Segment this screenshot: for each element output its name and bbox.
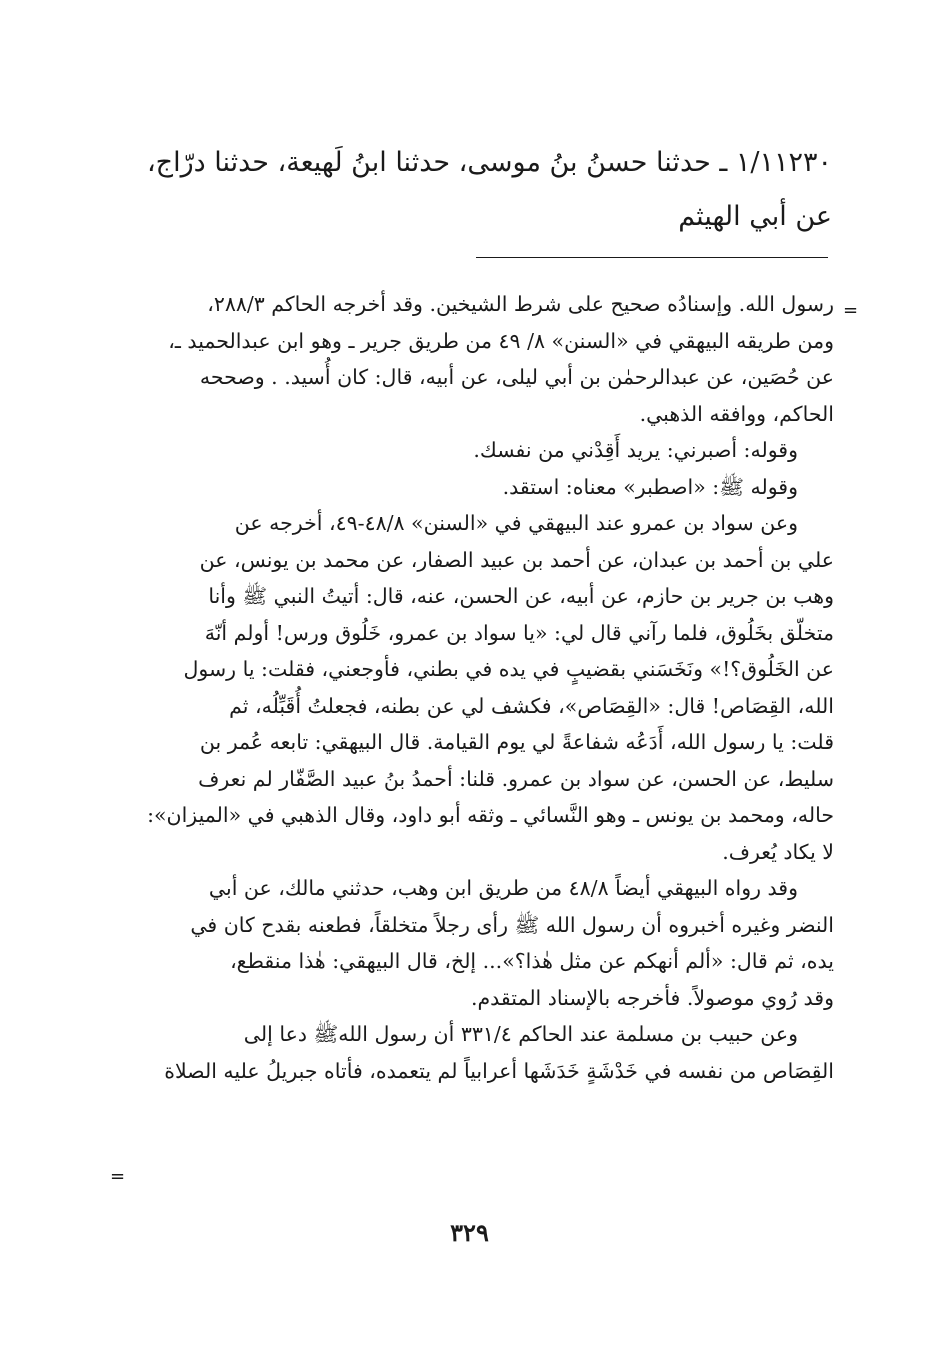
footnote-text: [124, 286, 834, 1089]
footnote-line: الحاكم، ووافقه الذهبي.: [639, 401, 834, 426]
hadith-text: [120, 136, 832, 244]
footnote-separator: [476, 257, 828, 258]
footnote-line: متخلّق بخَلُوق، فلما رآني قال لي: «يا سواد بن عمرو، خَلُوق ورس! أولم أنّهَ: [204, 620, 834, 645]
footnote-line: سليط، عن الحسن، عن سواد بن عمرو. قلنا: أحمدُ بنُ عبيد الصَّفّار لم نعرف: [198, 766, 834, 791]
footnote-line: قلت: يا رسول الله، أَدَعُه شفاعةً لي يوم القيامة. قال البيهقي: تابعه عُمر بن: [199, 730, 834, 754]
footnote-line: وهب بن جرير بن حازم، عن أبيه، عن الحسن، عنه، قال: أتيتُ النبي ﷺ وأنا: [208, 584, 834, 608]
hadith-line-1: ١/١١٢٣٠ ـ حدثنا حسنُ بنُ موسى، حدثنا ابنُ لَهيعة، حدثنا درّاج،: [146, 147, 832, 178]
footnote-line: رسول الله. وإسنادُه صحيح على شرط الشيخين. وقد أخرجه الحاكم ٢٨٨/٣،: [207, 292, 834, 316]
footnote-line: وقوله: أصبرني: يريد أَقِدْني من نفسك.: [473, 438, 798, 462]
footnote-line: النضر وغيره أخبروه أن رسول الله ﷺ رأى رجلاً متخلقاً، فطعنه بقدح كان في: [190, 912, 834, 937]
footnote-line: عن حُصَين، عن عبدالرحمٰن بن أبي ليلى، عن أبيه، قال: كان أُسيد. . وصححه: [199, 365, 834, 389]
continuation-mark-bottom: =: [110, 1166, 126, 1187]
footnote-line: حاله، ومحمد بن يونس ـ وهو النَّسائي ـ وثقه أبو داود، وقال الذهبي في «الميزان»:: [147, 803, 834, 827]
continuation-mark-top: =: [843, 300, 859, 321]
footnote-line: الله، القِصَاص! قال: «القِصَاص»، فكشف لي عن بطنه، فجعلتُ أُقَبِّلُه، ثم: [229, 693, 834, 718]
footnote-line: علي بن أحمد بن عبدان، عن أحمد بن عبيد الصفار، عن محمد بن يونس، عن: [199, 547, 834, 572]
footnote-line: عن الخَلُوق؟!» ونَخَسَني بقضيبٍ في يده في بطني، فأوجعني، فقلت: يا رسول: [183, 657, 834, 681]
footnote-line: وقد رُوي موصولاً. فأخرجه بالإسناد المتقدم.: [470, 985, 834, 1010]
page-number: ٣٢٩: [450, 1218, 489, 1247]
footnote-line: يده، ثم قال: «ألم أنهكم عن مثل هٰذا؟»... إلخ، قال البيهقي: هٰذا منقطع،: [230, 949, 834, 973]
footnote-line: وقوله ﷺ: «اصطبر» معناه: استقد.: [502, 474, 798, 499]
footnote-line: لا يكاد يُعرف.: [722, 839, 834, 864]
footnote-line: ومن طريقه البيهقي في «السنن» ٨/ ٤٩ من طريق جرير ـ وهو ابن عبدالحميد ـ،: [168, 328, 834, 353]
footnote-line: وعن حبيب بن مسلمة عند الحاكم ٣٣١/٤ أن رسول اللهﷺ دعا إلى: [243, 1022, 798, 1046]
footnote-line: وقد رواه البيهقي أيضاً ٤٨/٨ من طريق ابن وهب، حدثني مالك، عن أبي: [208, 876, 798, 900]
footnote-line: وعن سواد بن عمرو عند البيهقي في «السنن» ٤٨/٨-٤٩، أخرجه عن: [234, 511, 798, 535]
footnote-line: القِصَاص من نفسه في خَدْشَةٍ خَدَشَها أعرابياً لم يتعمده، فأتاه جبريلُ عليه الصلاة: [164, 1058, 834, 1083]
hadith-line-2: عن أبي الهيثم: [678, 201, 832, 232]
